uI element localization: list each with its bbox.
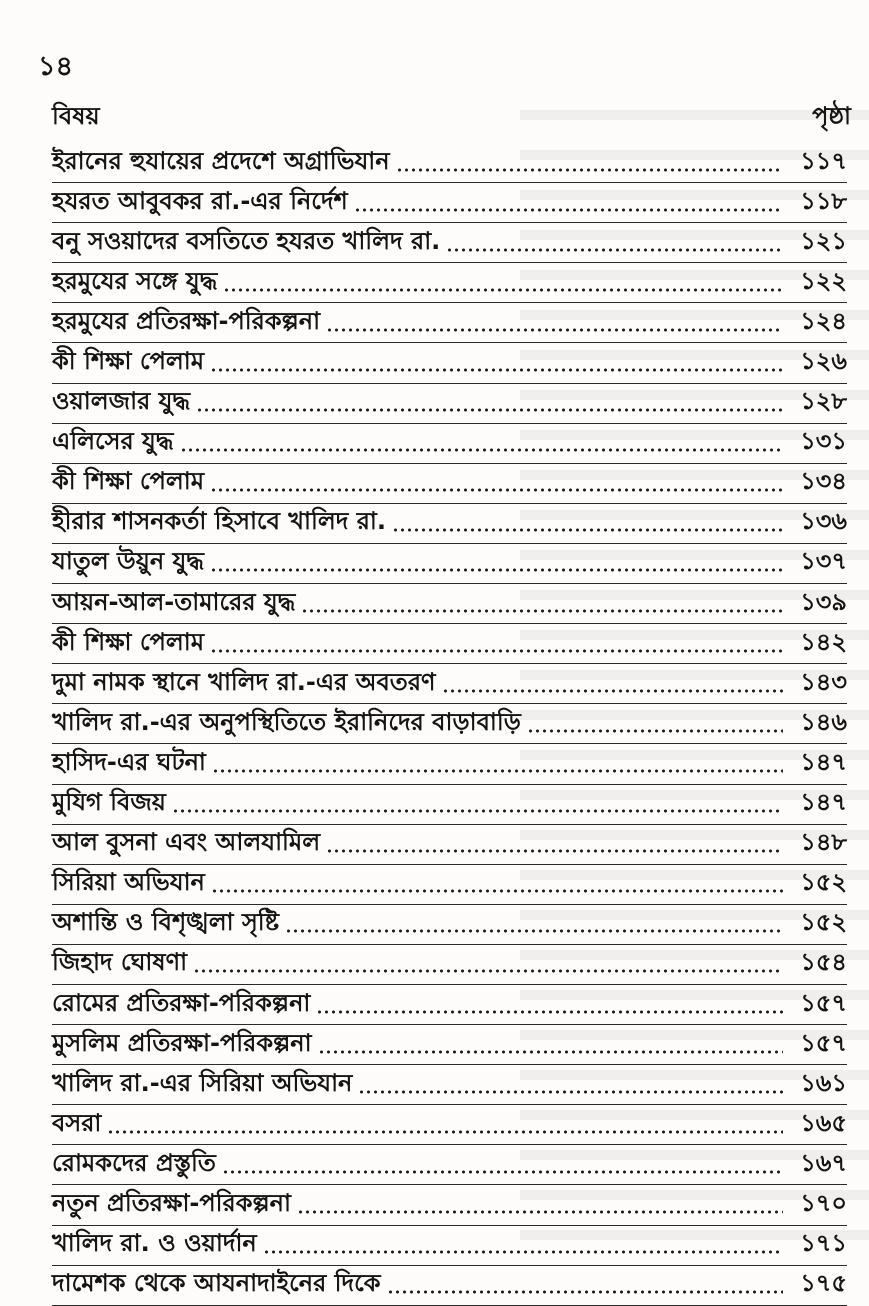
toc-entry <box>52 1025 847 1065</box>
toc-entry-page: ১৩৯ <box>800 587 847 616</box>
toc-entry <box>52 584 847 624</box>
toc-entry <box>52 303 847 343</box>
dot-leader <box>223 287 783 293</box>
toc-entry <box>52 343 847 383</box>
toc-entry-title: রোমকদের প্রস্তুতি <box>52 1148 216 1177</box>
dot-leader <box>210 648 783 654</box>
toc-entry-page: ১১৮ <box>800 186 847 215</box>
dot-leader <box>196 407 783 413</box>
toc-entry-page: ১৪৮ <box>800 828 847 857</box>
dot-leader <box>285 928 783 934</box>
dot-leader <box>358 1089 783 1095</box>
toc-entry-title: রোমের প্রতিরক্ষা-পরিকল্পনা <box>52 988 311 1017</box>
toc-entry-title: খালিদ রা. ও ওয়ার্দান <box>52 1229 257 1258</box>
page-column-label: পৃষ্ঠা <box>812 102 851 130</box>
toc-entry-title: এলিসের যুদ্ধ <box>52 427 174 456</box>
toc-entry-page: ১৬১ <box>800 1068 847 1097</box>
toc-entry <box>52 704 847 744</box>
toc-entry-title: বসরা <box>52 1108 102 1137</box>
dot-leader <box>263 1249 783 1255</box>
toc-entry-title: মুযিগ বিজয় <box>52 788 166 817</box>
toc-entry <box>52 624 847 664</box>
toc-entry-page: ১১৭ <box>800 146 847 175</box>
dot-leader <box>180 447 784 453</box>
toc-entry <box>52 1065 847 1105</box>
toc-entry <box>52 905 847 945</box>
toc-entry-title: হরমুযের সঙ্গে যুদ্ধ <box>52 266 218 295</box>
dot-leader <box>354 207 783 213</box>
toc-entry <box>52 464 847 504</box>
toc-entry-page: ১২৬ <box>800 347 847 376</box>
dot-leader <box>392 527 783 533</box>
toc-entry <box>52 1145 847 1185</box>
toc-entry <box>52 1185 847 1225</box>
table-of-contents <box>52 143 847 1306</box>
toc-entry <box>52 785 847 825</box>
toc-header <box>52 98 851 138</box>
toc-entry <box>52 1266 847 1306</box>
toc-entry-title: মুসলিম প্রতিরক্ষা-পরিকল্পনা <box>52 1028 312 1057</box>
dot-leader <box>193 968 783 974</box>
toc-entry-page: ১৫২ <box>800 908 847 937</box>
toc-entry-page: ১২৮ <box>800 387 847 416</box>
dot-leader <box>301 608 783 614</box>
toc-entry <box>52 1105 847 1145</box>
dot-leader <box>527 728 783 734</box>
toc-entry-title: নতুন প্রতিরক্ষা-পরিকল্পনা <box>52 1188 291 1217</box>
toc-entry-title: বনু সওয়াদের বসতিতে হযরত খালিদ রা. <box>52 226 441 255</box>
toc-entry-page: ১৭০ <box>800 1188 847 1217</box>
toc-entry-title: হরমুযের প্রতিরক্ষা-পরিকল্পনা <box>52 306 321 335</box>
toc-entry <box>52 424 847 464</box>
toc-entry-page: ১৫৭ <box>800 1028 847 1057</box>
dot-leader <box>318 1049 783 1055</box>
toc-entry-title: হাসিদ-এর ঘটনা <box>52 747 206 776</box>
toc-entry-title: জিহাদ ঘোষণা <box>52 948 188 977</box>
toc-entry-title: সিরিয়া অভিযান <box>52 868 205 897</box>
toc-entry <box>52 744 847 784</box>
toc-entry-page: ১৪২ <box>800 627 847 656</box>
toc-entry-title: হযরত আবুবকর রা.-এর নির্দেশ <box>52 186 348 215</box>
dot-leader <box>211 888 783 894</box>
dot-leader <box>326 848 783 854</box>
dot-leader <box>212 768 783 774</box>
toc-entry-page: ১৪৬ <box>800 707 847 736</box>
toc-entry-page: ১৩৭ <box>800 547 847 576</box>
toc-entry-page: ১৫২ <box>800 868 847 897</box>
toc-entry <box>52 865 847 905</box>
subject-column-label: বিষয় <box>52 102 100 130</box>
toc-entry-page: ১৩৪ <box>800 467 847 496</box>
toc-entry-title: খালিদ রা.-এর সিরিয়া অভিযান <box>52 1068 353 1097</box>
dot-leader <box>222 1169 783 1175</box>
toc-entry <box>52 143 847 183</box>
toc-entry <box>52 263 847 303</box>
toc-entry <box>52 664 847 704</box>
toc-entry-title: কী শিক্ষা পেলাম <box>52 347 205 376</box>
toc-entry-page: ১৭৫ <box>800 1269 847 1298</box>
toc-entry-page: ১২১ <box>800 226 847 255</box>
dot-leader <box>387 1289 783 1295</box>
toc-entry-page: ১২৪ <box>800 306 847 335</box>
toc-entry-page: ১৬৭ <box>800 1148 847 1177</box>
toc-entry <box>52 384 847 424</box>
dot-leader <box>442 688 783 694</box>
toc-entry-title: আল বুসনা এবং আলযামিল <box>52 828 321 857</box>
dot-leader <box>396 167 783 173</box>
toc-entry-page: ১৩১ <box>800 427 847 456</box>
toc-entry-title: ওয়ালজার যুদ্ধ <box>52 387 191 416</box>
toc-entry <box>52 504 847 544</box>
toc-entry-title: দুমা নামক স্থানে খালিদ রা.-এর অবতরণ <box>52 667 436 696</box>
toc-entry-page: ১৫৪ <box>800 948 847 977</box>
dot-leader <box>326 327 783 333</box>
dot-leader <box>107 1129 783 1135</box>
toc-entry-title: কী শিক্ষা পেলাম <box>52 467 205 496</box>
toc-entry <box>52 1226 847 1266</box>
toc-entry-title: হীরার শাসনকর্তা হিসাবে খালিদ রা. <box>52 507 387 536</box>
toc-entry-page: ১৪৭ <box>800 788 847 817</box>
dot-leader <box>210 487 783 493</box>
toc-entry-title: কী শিক্ষা পেলাম <box>52 627 205 656</box>
dot-leader <box>316 1009 783 1015</box>
toc-entry-title: যাতুল উয়ুন যুদ্ধ <box>52 547 204 576</box>
toc-entry <box>52 945 847 985</box>
dot-leader <box>446 247 783 253</box>
toc-entry-page: ১২২ <box>800 266 847 295</box>
toc-entry-page: ১৪৩ <box>800 667 847 696</box>
toc-entry <box>52 223 847 263</box>
toc-entry-page: ১৬৫ <box>800 1108 847 1137</box>
toc-entry-page: ১৩৬ <box>800 507 847 536</box>
page-number: ১৪ <box>38 51 74 82</box>
toc-entry <box>52 183 847 223</box>
dot-leader <box>172 808 783 814</box>
dot-leader <box>210 367 783 373</box>
toc-entry-title: অশান্তি ও বিশৃঙ্খলা সৃষ্টি <box>52 908 280 937</box>
toc-entry-title: দামেশক থেকে আযনাদাইনের দিকে <box>52 1269 381 1298</box>
toc-entry-page: ১৪৭ <box>800 747 847 776</box>
toc-entry-title: খালিদ রা.-এর অনুপস্থিতিতে ইরানিদের বাড়াবাড়ি <box>52 707 521 736</box>
dot-leader <box>297 1209 783 1215</box>
toc-entry <box>52 544 847 584</box>
dot-leader <box>210 567 783 573</box>
toc-entry <box>52 985 847 1025</box>
toc-entry <box>52 825 847 865</box>
toc-entry-title: আয়ন-আল-তামারের যুদ্ধ <box>52 587 296 616</box>
toc-entry-page: ১৫৭ <box>800 988 847 1017</box>
toc-entry-title: ইরানের হুযায়ের প্রদেশে অগ্রাভিযান <box>52 146 390 175</box>
toc-entry-page: ১৭১ <box>800 1229 847 1258</box>
